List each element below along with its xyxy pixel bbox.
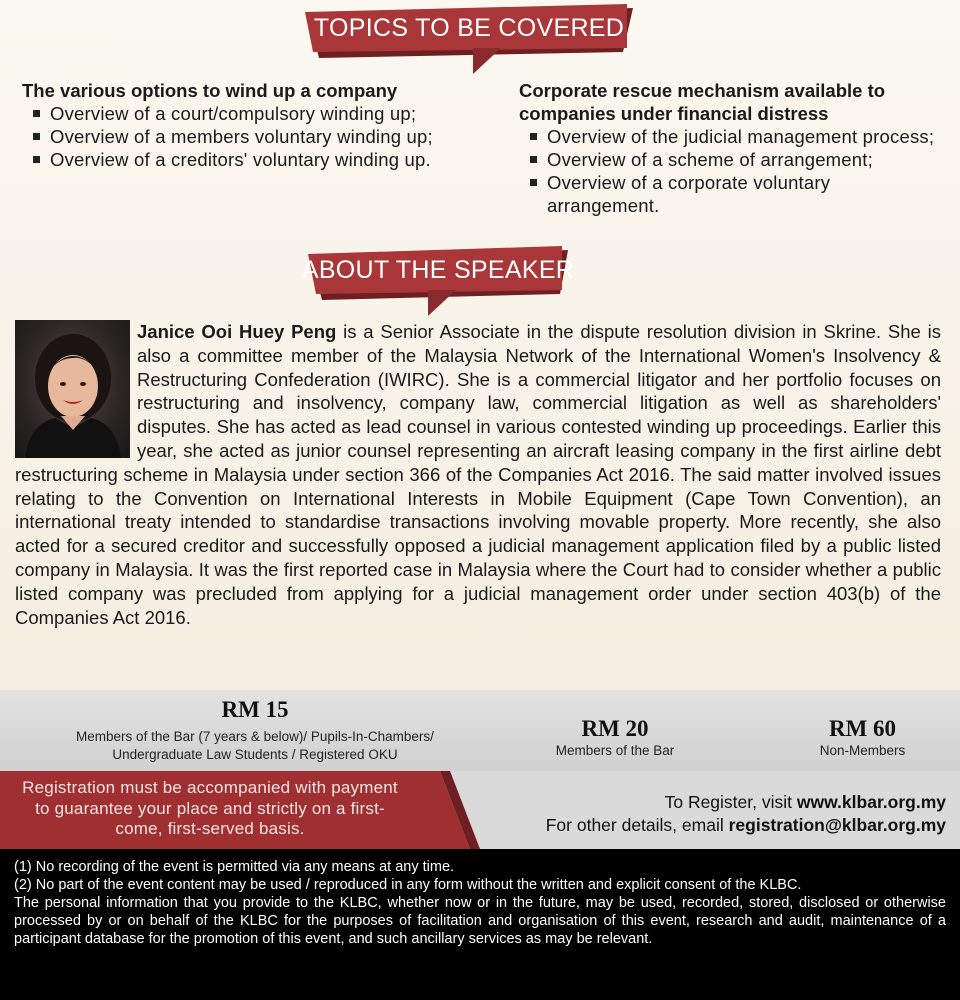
- list-item: [519, 148, 939, 171]
- speaker-biography: [15, 320, 941, 629]
- list-item: [22, 102, 502, 125]
- list-item-text: Overview of a creditors' voluntary winding up.: [50, 149, 431, 170]
- price-amount: RM 20: [581, 716, 649, 741]
- footer-note-1: (1) No recording of the event is permitted via any means at any time.: [14, 859, 455, 875]
- list-item-text: Overview of a corporate voluntary arrangement.: [547, 172, 831, 216]
- price-amount: RM 15: [221, 697, 289, 722]
- list-item-text: Overview of a court/compulsory winding up;: [50, 103, 417, 124]
- register-link[interactable]: www.klbar.org.my: [796, 792, 946, 812]
- price-tier: [520, 716, 710, 760]
- bullet-square-icon: [530, 156, 537, 163]
- speaker-bio-text: is a Senior Associate in the dispute resolution division in Skrine. She is also a committee member of the Malaysia Network of the International Women's Insolvency & Restructuring Confederation (IWIRC). She is a commercial litigator and her portfolio focuses on restructuring and insolvency, company law, commercial litigation as well as shareholders' disputes. She has acted as lead counsel in various contested winding up proceedings. Earlier this year, she acted as junior counsel representing an aircraft leasing company in the first airline debt restructuring scheme in Malaysia under section 366 of the Companies Act 2016. The said matter involved issues relating to the Convention on International Interests in Mobile Equipment (Cape Town Convention), an international treaty intended to standardise transactions involving movable property. More recently, she also acted for a secured creditor and successfully opposed a judicial management application filed by a public listed company in Malaysia. It was the first reported case in Malaysia where the Court had to consider whether a public listed company was precluded from applying for a judicial management order under section 403(b) of the Companies Act 2016.: [15, 321, 941, 628]
- topics-right-heading: Corporate rescue mechanism available to companies under financial distress: [519, 80, 886, 124]
- speaker-name: Janice Ooi Huey Peng: [137, 321, 337, 342]
- price-description: Non-Members: [819, 743, 906, 758]
- price-tier: [30, 697, 480, 764]
- topics-right-list: [519, 125, 939, 217]
- topics-right-column: [519, 79, 939, 217]
- topics-left-column: [22, 79, 502, 171]
- registration-note: Registration must be accompanied with payment to guarantee your place and strictly on a first-come, first-served basis.: [22, 778, 398, 838]
- topics-banner-title: TOPICS TO BE COVERED: [313, 13, 625, 42]
- email-line: [546, 814, 946, 837]
- bullet-square-icon: [33, 110, 40, 117]
- price-description: Members of the Bar: [555, 743, 675, 758]
- email-prefix: For other details, email: [545, 815, 729, 835]
- footer-privacy: The personal information that you provide to the KLBC, whether now or in the future, may be used, recorded, stored, disclosed or otherwise processed by or on behalf of the KLBC for the purposes of facilitation and organisation of this event, research and audit, maintenance of a participant database for the promotion of this event, and such ancillary services as may be relevant.: [14, 895, 946, 947]
- price-description: Members of the Bar (7 years & below)/ Pupils-In-Chambers/: [76, 729, 434, 744]
- bullet-square-icon: [33, 133, 40, 140]
- bullet-square-icon: [530, 179, 537, 186]
- email-link[interactable]: registration@klbar.org.my: [728, 815, 946, 835]
- footer-disclaimer: [0, 849, 960, 1000]
- list-item-text: Overview of a members voluntary winding up;: [50, 126, 433, 147]
- price-amount: RM 60: [828, 716, 897, 741]
- list-item: [519, 125, 939, 148]
- list-item-text: Overview of the judicial management process;: [547, 126, 935, 147]
- list-item-text: Overview of a scheme of arrangement;: [547, 149, 873, 170]
- topics-left-heading: The various options to wind up a company: [22, 80, 398, 101]
- footer-note-2: (2) No part of the event content may be used / reproduced in any form without the written and explicit consent of the KLBC.: [14, 877, 802, 893]
- topics-banner: [305, 4, 633, 74]
- bullet-square-icon: [33, 156, 40, 163]
- register-prefix: To Register, visit: [664, 792, 797, 812]
- speaker-banner: [301, 246, 575, 316]
- speaker-banner-title: ABOUT THE SPEAKER: [301, 255, 575, 284]
- list-item: [22, 125, 502, 148]
- price-description: Undergraduate Law Students / Registered OKU: [112, 747, 398, 762]
- list-item: [22, 148, 502, 171]
- photo-spacer: [15, 320, 137, 460]
- register-line: [546, 791, 946, 814]
- price-tier: [780, 716, 945, 760]
- topics-left-list: [22, 102, 502, 171]
- registration-contact: [546, 791, 946, 837]
- list-item: [519, 171, 939, 217]
- bullet-square-icon: [530, 133, 537, 140]
